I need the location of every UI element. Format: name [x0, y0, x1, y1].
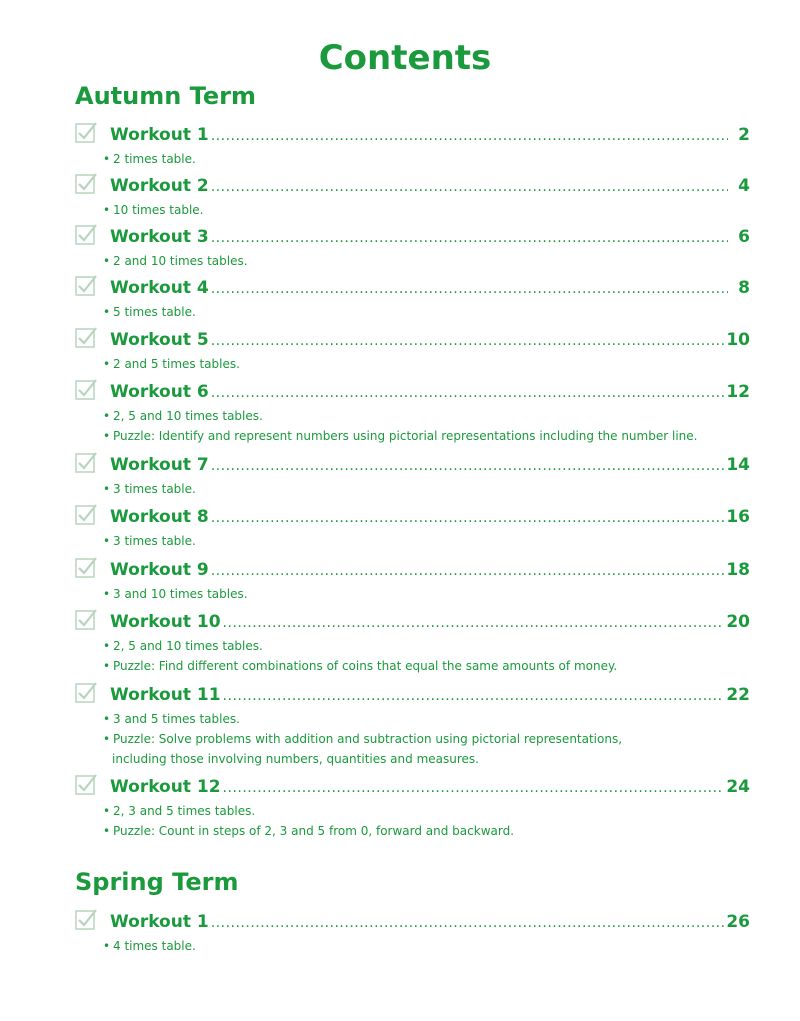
- page-title: Contents: [318, 38, 492, 78]
- leader-dots: [211, 224, 728, 252]
- checkbox-tick-icon[interactable]: [75, 121, 97, 143]
- workout-label: Workout 11: [110, 685, 221, 705]
- list-item: • 3 and 10 times tables.: [75, 584, 755, 604]
- page-number: 18: [726, 560, 750, 580]
- checkbox-tick-icon[interactable]: [75, 326, 97, 348]
- checkbox-tick-icon[interactable]: [75, 378, 97, 400]
- checkbox-tick-icon[interactable]: [75, 608, 97, 630]
- leader-dots: [223, 609, 725, 637]
- page-number: 16: [726, 507, 750, 527]
- page-number: 10: [726, 330, 750, 350]
- workout-label: Workout 10: [110, 612, 221, 632]
- leader-dots: [211, 122, 728, 150]
- leader-dots: [223, 774, 725, 802]
- toc-entry[interactable]: [75, 908, 755, 956]
- toc-entry[interactable]: [75, 681, 755, 769]
- toc-entry[interactable]: [75, 503, 755, 551]
- toc-entry[interactable]: [75, 172, 755, 220]
- leader-dots: [211, 327, 725, 355]
- workout-label: Workout 3: [110, 227, 209, 247]
- list-item: • Puzzle: Find different combinations of coins that equal the same amounts of money.: [75, 656, 755, 676]
- page-number: 4: [738, 176, 750, 196]
- leader-dots: [211, 504, 725, 532]
- list-item: • 5 times table.: [75, 302, 755, 322]
- list-item: • 2, 5 and 10 times tables.: [75, 406, 755, 426]
- page-number: 12: [726, 382, 750, 402]
- checkbox-tick-icon[interactable]: [75, 223, 97, 245]
- workout-label: Workout 6: [110, 382, 209, 402]
- page-number: 8: [738, 278, 750, 298]
- toc-entry[interactable]: [75, 223, 755, 271]
- list-item: • 2 and 10 times tables.: [75, 251, 755, 271]
- page-number: 14: [726, 455, 750, 475]
- workout-label: Workout 1: [110, 912, 209, 932]
- list-item: • 3 and 5 times tables.: [75, 709, 755, 729]
- checkbox-tick-icon[interactable]: [75, 556, 97, 578]
- workout-label: Workout 1: [110, 125, 209, 145]
- workout-label: Workout 2: [110, 176, 209, 196]
- workout-label: Workout 12: [110, 777, 221, 797]
- checkbox-tick-icon[interactable]: [75, 681, 97, 703]
- page-number: 24: [726, 777, 750, 797]
- leader-dots: [211, 379, 725, 407]
- toc-entry[interactable]: [75, 556, 755, 604]
- list-item: • 2 times table.: [75, 149, 755, 169]
- leader-dots: [211, 557, 725, 585]
- checkbox-tick-icon[interactable]: [75, 451, 97, 473]
- page-number: 26: [726, 912, 750, 932]
- toc-entry[interactable]: [75, 274, 755, 322]
- checkbox-tick-icon[interactable]: [75, 172, 97, 194]
- list-item: • Puzzle: Solve problems with addition and subtraction using pictorial representations,: [75, 729, 755, 749]
- list-item: • 3 times table.: [75, 531, 755, 551]
- list-item: including those involving numbers, quantities and measures.: [112, 752, 479, 766]
- list-item: • 2 and 5 times tables.: [75, 354, 755, 374]
- checkbox-tick-icon[interactable]: [75, 908, 97, 930]
- toc-entry[interactable]: [75, 378, 755, 446]
- leader-dots: [211, 452, 725, 480]
- page-number: 2: [738, 125, 750, 145]
- workout-label: Workout 5: [110, 330, 209, 350]
- list-item: • 2, 3 and 5 times tables.: [75, 801, 755, 821]
- page-number: 20: [726, 612, 750, 632]
- toc-entry[interactable]: [75, 326, 755, 374]
- workout-label: Workout 9: [110, 560, 209, 580]
- leader-dots: [223, 682, 725, 710]
- toc-entry[interactable]: [75, 773, 755, 841]
- list-item: • 3 times table.: [75, 479, 755, 499]
- toc-entry[interactable]: [75, 608, 755, 676]
- leader-dots: [211, 173, 728, 201]
- checkbox-tick-icon[interactable]: [75, 773, 97, 795]
- checkbox-tick-icon[interactable]: [75, 503, 97, 525]
- list-item: • 2, 5 and 10 times tables.: [75, 636, 755, 656]
- workout-label: Workout 8: [110, 507, 209, 527]
- checkbox-tick-icon[interactable]: [75, 274, 97, 296]
- toc-entry[interactable]: [75, 121, 755, 169]
- section-title-spring: Spring Term: [75, 868, 239, 896]
- leader-dots: [211, 909, 725, 937]
- leader-dots: [211, 275, 728, 303]
- toc-entry[interactable]: [75, 451, 755, 499]
- list-item: • 4 times table.: [75, 936, 755, 956]
- workout-label: Workout 7: [110, 455, 209, 475]
- list-item: • Puzzle: Identify and represent numbers using pictorial representations including the number line.: [75, 426, 755, 446]
- page-number: 22: [726, 685, 750, 705]
- list-item: • 10 times table.: [75, 200, 755, 220]
- workout-label: Workout 4: [110, 278, 209, 298]
- page-number: 6: [738, 227, 750, 247]
- section-title-autumn: Autumn Term: [75, 82, 256, 110]
- list-item: • Puzzle: Count in steps of 2, 3 and 5 from 0, forward and backward.: [75, 821, 755, 841]
